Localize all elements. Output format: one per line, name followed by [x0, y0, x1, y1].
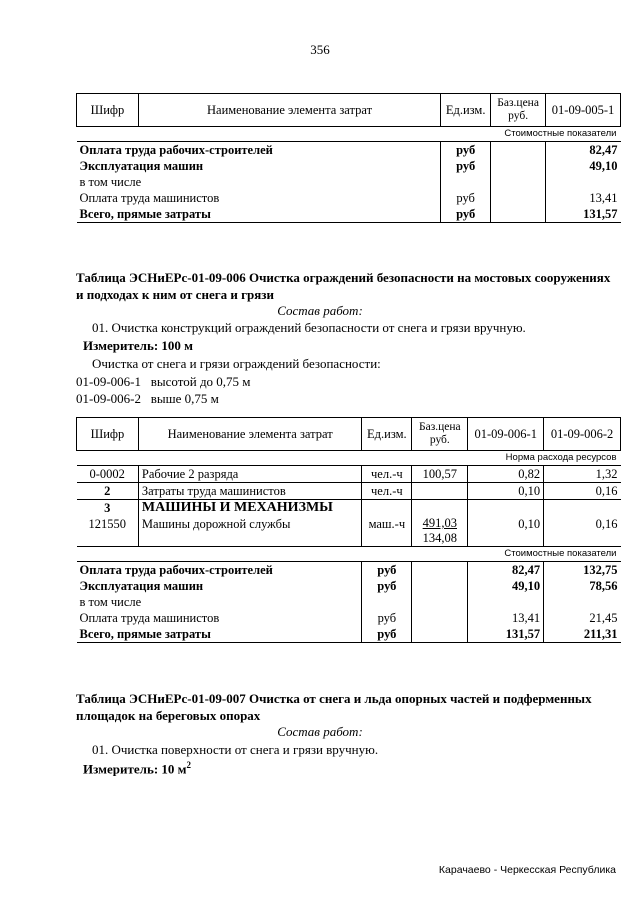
- variant-code: 01-09-006-1: [76, 374, 141, 389]
- section-title-006: Таблица ЭСНиЕРс-01-09-006 Очистка ограждений безопасности на мостовых сооружениях и подходах к ним от снега и грязи: [76, 270, 611, 302]
- variant-1: [76, 374, 251, 390]
- measure-sup: 2: [186, 760, 192, 770]
- variant-text: выше 0,75 м: [150, 391, 219, 406]
- composition-label: Состав работ:: [277, 724, 363, 739]
- header-price: Баз.цена руб.: [412, 418, 468, 451]
- table-row: Всего, прямые затраты руб 131,57: [77, 206, 621, 223]
- table-row: 121550 Машины дорожной службы маш.-ч 491,03 134,08 0,10 0,16: [77, 516, 621, 547]
- table-row: 0-0002 Рабочие 2 разряда чел.-ч 100,57 0,82 1,32: [77, 466, 621, 483]
- table-01-09-005: [76, 93, 621, 223]
- table-row: Оплата труда машинистов руб 13,41: [77, 190, 621, 206]
- header-code: Шифр: [77, 418, 139, 451]
- variant-text: высотой до 0,75 м: [150, 374, 251, 389]
- sublabel-cost: Стоимостные показатели: [77, 127, 621, 142]
- measure: [83, 760, 191, 777]
- price-primary: 491,03: [422, 516, 457, 530]
- table-row: Эксплуатация машин руб 49,10: [77, 158, 621, 174]
- table-row: Оплата труда рабочих-строителей руб 82,47: [77, 142, 621, 159]
- composition-label: Состав работ:: [277, 303, 363, 318]
- header-unit: Ед.изм.: [441, 94, 491, 127]
- table-row: Эксплуатация машин руб 49,10 78,56: [77, 578, 621, 594]
- table-row: 2 Затраты труда машинистов чел.-ч 0,10 0,16: [77, 483, 621, 500]
- table-row: в том числе: [77, 594, 621, 610]
- table-row: в том числе: [77, 174, 621, 190]
- table-row: Всего, прямые затраты руб 131,57 211,31: [77, 626, 621, 643]
- table-01-09-006: [76, 417, 621, 643]
- header-code: Шифр: [77, 94, 139, 127]
- measure: Измеритель: 100 м: [83, 338, 194, 353]
- price-secondary: 134,08: [422, 531, 457, 545]
- variant-2: [76, 391, 219, 407]
- table-row: Оплата труда рабочих-строителей руб 82,47 132,75: [77, 562, 621, 579]
- measure-text: Измеритель: 10 м: [83, 761, 187, 777]
- header-col1: 01-09-006-1: [468, 418, 544, 451]
- footer-region: Карачаево - Черкесская Республика: [438, 864, 616, 876]
- work-item: 01. Очистка конструкций ограждений безопасности от снега и грязи вручную.: [92, 320, 526, 335]
- sublabel-cost: Стоимостные показатели: [77, 547, 621, 562]
- header-unit: Ед.изм.: [362, 418, 412, 451]
- header-name: Наименование элемента затрат: [138, 418, 361, 451]
- header-price: Баз.цена руб.: [491, 94, 546, 127]
- header-col1: 01-09-005-1: [546, 94, 621, 127]
- table-row: Оплата труда машинистов руб 13,41 21,45: [77, 610, 621, 626]
- table-row: 3 МАШИНЫ И МЕХАНИЗМЫ: [77, 500, 621, 517]
- header-col2: 01-09-006-2: [544, 418, 621, 451]
- page-number: 356: [310, 42, 330, 57]
- sublabel-norms: Норма расхода ресурсов: [77, 451, 621, 466]
- description: Очистка от снега и грязи ограждений безопасности:: [92, 356, 381, 371]
- header-name: Наименование элемента затрат: [138, 94, 440, 127]
- section-title-007: Таблица ЭСНиЕРс-01-09-007 Очистка от снега и льда опорных частей и подферменных площадок на береговых опорах: [76, 691, 592, 723]
- work-item: 01. Очистка поверхности от снега и грязи вручную.: [92, 742, 379, 757]
- variant-code: 01-09-006-2: [76, 391, 141, 406]
